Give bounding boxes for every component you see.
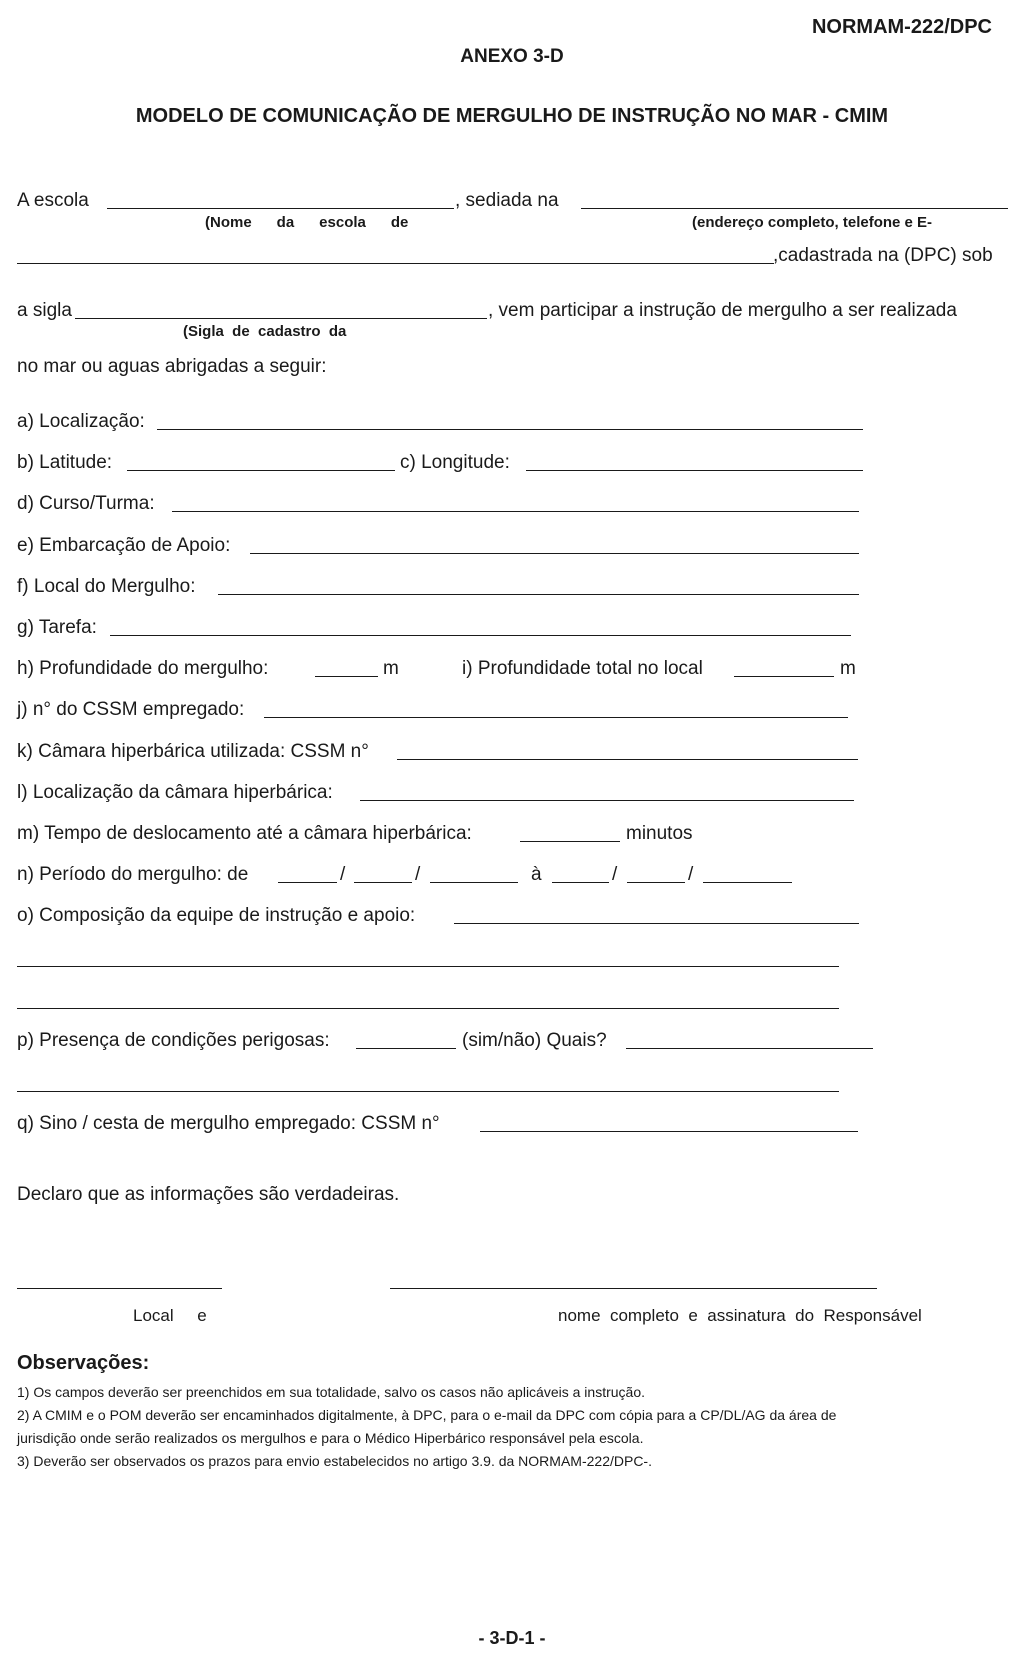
no-mar-text: no mar ou aguas abrigadas a seguir: bbox=[17, 356, 327, 377]
label-latitude: b) Latitude: bbox=[17, 452, 113, 473]
observacao-item-2b: jurisdição onde serão realizados os mergulhos e para o Médico Hiperbárico responsável pela escola. bbox=[17, 1430, 644, 1446]
composicao-equipe-line-2[interactable] bbox=[17, 966, 839, 967]
periodo-inicio-dia[interactable] bbox=[278, 882, 337, 883]
profundidade-total-unit: m bbox=[840, 658, 856, 679]
label-local-mergulho: f) Local do Mergulho: bbox=[17, 576, 196, 597]
cssm-empregado-field[interactable] bbox=[264, 717, 848, 718]
local-e-label: Local e bbox=[133, 1306, 207, 1325]
annex-title: ANEXO 3-D bbox=[460, 46, 564, 67]
periodo-inicio-ano[interactable] bbox=[430, 882, 518, 883]
label-profundidade-total: i) Profundidade total no local bbox=[462, 658, 703, 679]
minutos-unit: minutos bbox=[626, 823, 693, 844]
tempo-deslocamento-field[interactable] bbox=[520, 841, 620, 842]
local-data-signature-line[interactable] bbox=[17, 1288, 222, 1289]
periodo-fim-ano[interactable] bbox=[703, 882, 792, 883]
declaration-text: Declaro que as informações são verdadeiras. bbox=[17, 1184, 400, 1205]
endereco-field[interactable] bbox=[581, 208, 1008, 209]
sino-cesta-field[interactable] bbox=[480, 1131, 858, 1132]
periodo-slash-2: / bbox=[415, 864, 421, 885]
latitude-field[interactable] bbox=[127, 470, 395, 471]
observacao-item-2a: 2) A CMIM e o POM deverão ser encaminhados digitalmente, à DPC, para o e-mail da DPC com cópia para a CP/DL/AG da área de bbox=[17, 1407, 837, 1423]
label-longitude: c) Longitude: bbox=[400, 452, 510, 473]
sigla-field[interactable] bbox=[75, 318, 487, 319]
camara-cssm-field[interactable] bbox=[397, 759, 858, 760]
sim-nao-quais-text: (sim/não) Quais? bbox=[462, 1030, 607, 1051]
profundidade-field[interactable] bbox=[315, 676, 378, 677]
sediada-text: , sediada na bbox=[455, 190, 559, 211]
hint-nome-escola: (Nome da escola de bbox=[205, 214, 409, 231]
profundidade-unit: m bbox=[383, 658, 399, 679]
localizacao-camara-field[interactable] bbox=[360, 800, 854, 801]
localizacao-field[interactable] bbox=[157, 429, 863, 430]
periodo-inicio-mes[interactable] bbox=[354, 882, 412, 883]
observacao-item-3: 3) Deverão ser observados os prazos para envio estabelecidos no artigo 3.9. da NORMAM-222/DPC-. bbox=[17, 1453, 652, 1469]
endereco-continuation-field[interactable] bbox=[17, 263, 774, 264]
escola-name-field[interactable] bbox=[107, 208, 454, 209]
page-number: - 3-D-1 - bbox=[478, 1628, 546, 1648]
condicoes-perigosas-field[interactable] bbox=[356, 1048, 456, 1049]
periodo-slash-3: / bbox=[612, 864, 618, 885]
periodo-slash-4: / bbox=[688, 864, 694, 885]
profundidade-total-field[interactable] bbox=[734, 676, 834, 677]
responsavel-signature-line[interactable] bbox=[390, 1288, 877, 1289]
observacoes-title: Observações: bbox=[17, 1352, 150, 1374]
vem-participar-text: , vem participar a instrução de mergulho a ser realizada bbox=[488, 300, 957, 321]
hint-sigla: (Sigla de cadastro da bbox=[183, 323, 347, 340]
label-sino-cesta: q) Sino / cesta de mergulho empregado: CSSM n° bbox=[17, 1113, 440, 1134]
label-embarcacao: e) Embarcação de Apoio: bbox=[17, 535, 231, 556]
curso-turma-field[interactable] bbox=[172, 511, 859, 512]
observacao-item-1: 1) Os campos deverão ser preenchidos em sua totalidade, salvo os casos não aplicáveis a instrução. bbox=[17, 1384, 646, 1400]
hint-endereco: (endereço completo, telefone e E- bbox=[692, 214, 933, 231]
responsavel-label: nome completo e assinatura do Responsável bbox=[558, 1306, 922, 1325]
quais-line-2[interactable] bbox=[17, 1091, 839, 1092]
composicao-equipe-field[interactable] bbox=[454, 923, 859, 924]
quais-field[interactable] bbox=[626, 1048, 873, 1049]
label-periodo: n) Período do mergulho: de bbox=[17, 864, 249, 885]
periodo-fim-dia[interactable] bbox=[552, 882, 609, 883]
label-cssm-empregado: j) n° do CSSM empregado: bbox=[17, 699, 245, 720]
label-tarefa: g) Tarefa: bbox=[17, 617, 97, 638]
doc-code: NORMAM-222/DPC bbox=[811, 16, 992, 38]
periodo-a-text: à bbox=[531, 864, 542, 885]
label-composicao-equipe: o) Composição da equipe de instrução e apoio: bbox=[17, 905, 416, 926]
label-camara-utilizada: k) Câmara hiperbárica utilizada: CSSM n° bbox=[17, 741, 369, 762]
a-sigla-text: a sigla bbox=[17, 300, 72, 321]
periodo-slash-1: / bbox=[340, 864, 346, 885]
cadastrada-text: ,cadastrada na (DPC) sob bbox=[773, 245, 993, 266]
label-curso-turma: d) Curso/Turma: bbox=[17, 493, 155, 514]
label-tempo-deslocamento: m) Tempo de deslocamento até a câmara hiperbárica: bbox=[17, 823, 472, 844]
label-localizacao-camara: l) Localização da câmara hiperbárica: bbox=[17, 782, 333, 803]
a-escola-text: A escola bbox=[17, 190, 89, 211]
label-condicoes-perigosas: p) Presença de condições perigosas: bbox=[17, 1030, 330, 1051]
label-profundidade: h) Profundidade do mergulho: bbox=[17, 658, 269, 679]
tarefa-field[interactable] bbox=[110, 635, 851, 636]
embarcacao-field[interactable] bbox=[250, 553, 859, 554]
composicao-equipe-line-3[interactable] bbox=[17, 1008, 839, 1009]
local-mergulho-field[interactable] bbox=[218, 594, 859, 595]
label-localizacao: a) Localização: bbox=[17, 411, 145, 432]
periodo-fim-mes[interactable] bbox=[627, 882, 685, 883]
page-title: MODELO DE COMUNICAÇÃO DE MERGULHO DE INSTRUÇÃO NO MAR - CMIM bbox=[135, 105, 889, 127]
longitude-field[interactable] bbox=[526, 470, 863, 471]
